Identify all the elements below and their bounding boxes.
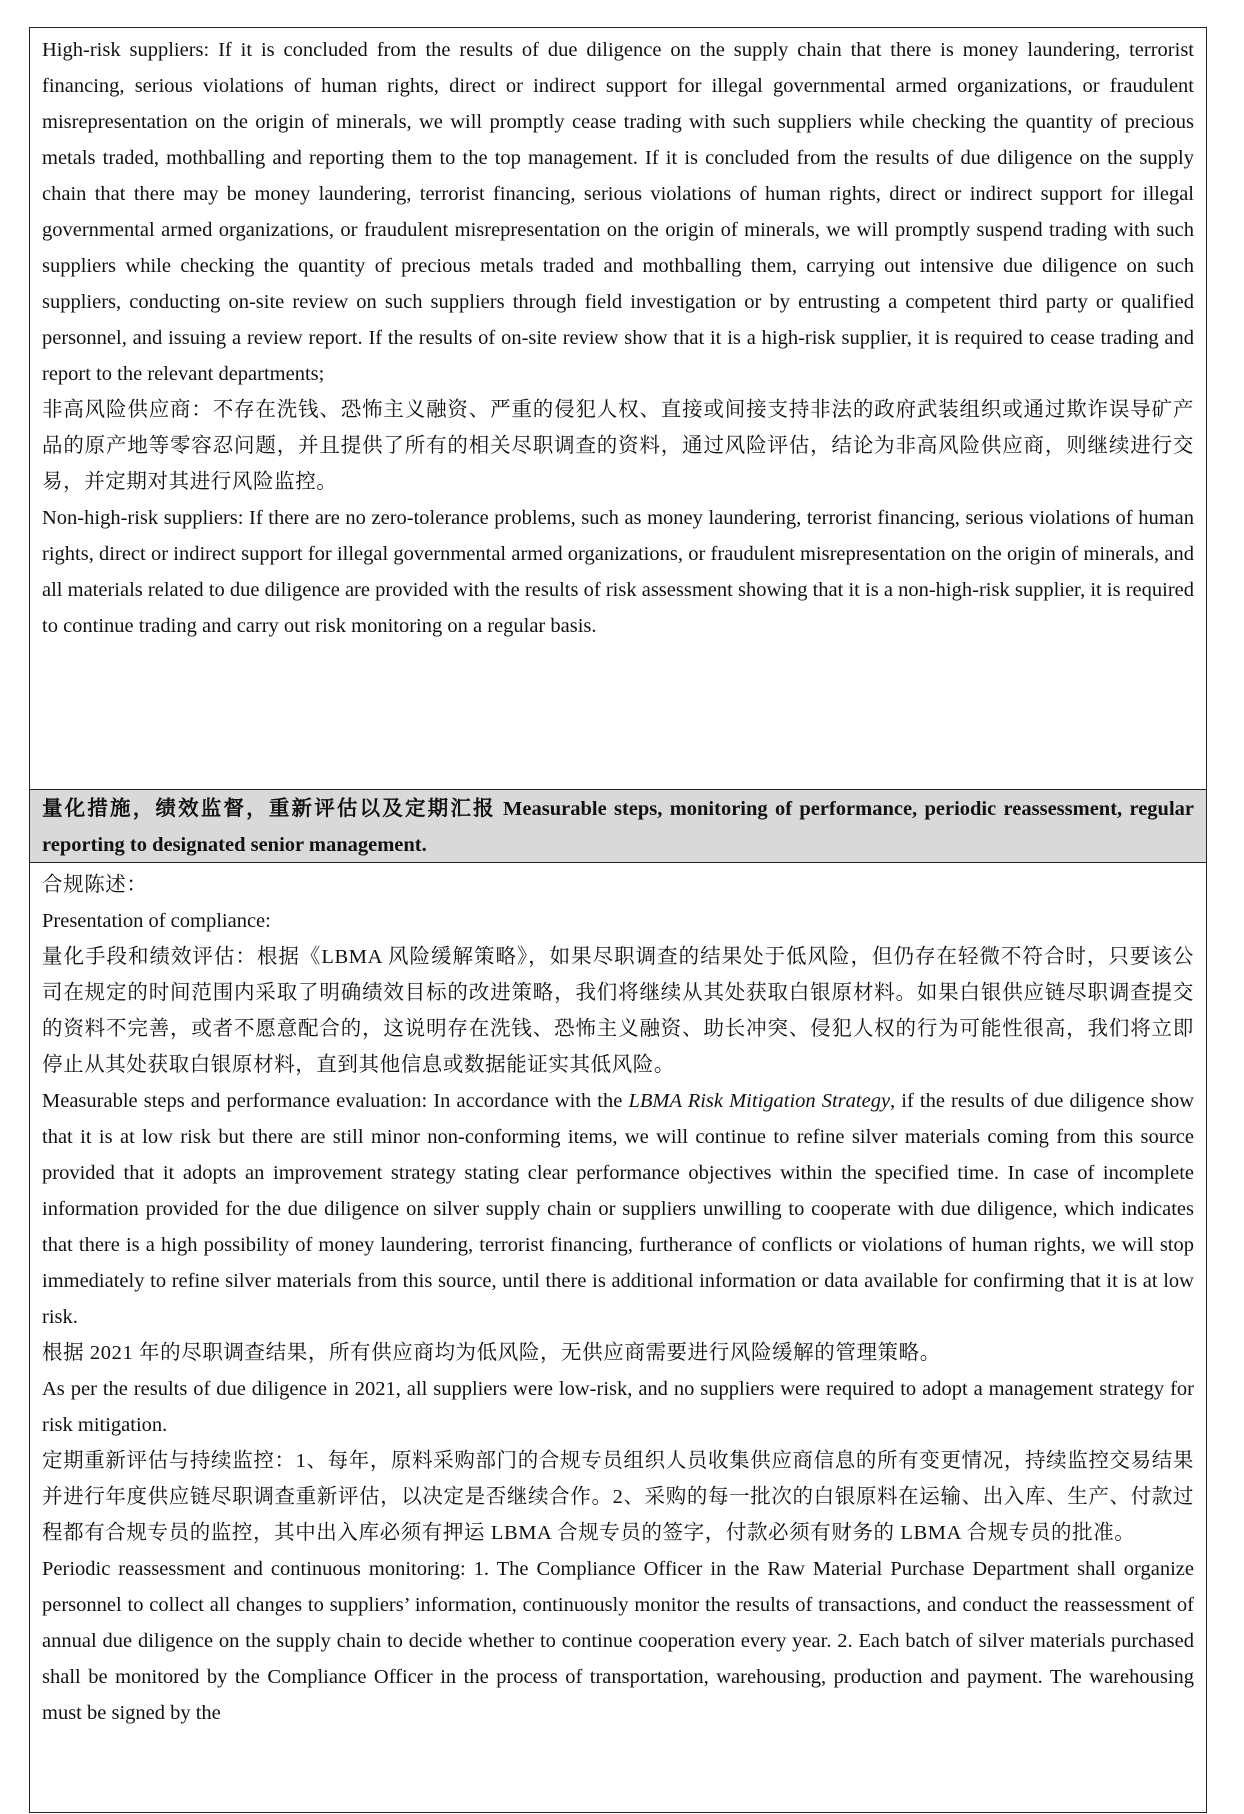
lbma-strategy-title: LBMA Risk Mitigation Strategy — [628, 1090, 891, 1112]
compliance-label-zh: 合规陈述： — [42, 874, 148, 896]
non-high-risk-paragraph-zh: 非高风险供应商：不存在洗钱、恐怖主义融资、严重的侵犯人权、直接或间接支持非法的政府武装组织或通过欺诈误导矿产品的原产地等零容忍问题，并且提供了所有的相关尽职调查的资料，通过风险评估，结论为非高风险供应商，则继续进行交易，并定期对其进行风险监控。 — [42, 399, 1194, 493]
high-risk-paragraph-en: High-risk suppliers: If it is concluded from the results of due diligence on the supply chain that there is money laundering, terrorist financing, serious violations of human rights, direct or indirect support for illegal governmental armed organizations, or fraudulent misrepresentation on the origin of minerals, we will promptly cease trading with such suppliers while checking the quantity of precious metals traded, mothballing and reporting them to the top management. If it is concluded from the results of due diligence on the supply chain that there may be money laundering, terrorist financing, serious violations of human rights, direct or indirect support for illegal governmental armed organizations, or fraudulent misrepresentation on the origin of minerals, we will promptly suspend trading with such suppliers while checking the quantity of precious metals traded and mothballing them, carrying out intensive due diligence on such suppliers, conducting on-site review on such suppliers through field investigation or by entrusting a competent third party or qualified personnel, and issuing a review report. If the results of on-site review show that it is a high-risk supplier, it is required to cease trading and report to the relevant departments; — [42, 39, 1194, 385]
measurable-en-part2: , if the results of due diligence show that it is at low risk but there are still minor non-conforming items, we will continue to refine silver materials coming from this source provided that it adopts an improvement strategy stating clear performance objectives within the specified time. In case of incomplete information provided for the due diligence on silver supply chain or suppliers unwilling to cooperate with due diligence, which indicates that there is a high possibility of money laundering, terrorist financing, furtherance of conflicts or violations of human rights, we will stop immediately to refine silver materials from this source, until there is additional information or data available for confirming that it is at low risk. — [42, 1090, 1194, 1328]
periodic-paragraph-zh: 定期重新评估与持续监控：1、每年，原料采购部门的合规专员组织人员收集供应商信息的所有变更情况，持续监控交易结果并进行年度供应链尽职调查重新评估，以决定是否继续合作。2、采购的每一批次的白银原料在运输、出入库、生产、付款过程都有合规专员的监控，其中出入库必须有押运 LBMA 合规专员的签字，付款必须有财务的 LBMA 合规专员的批准。 — [42, 1450, 1194, 1544]
non-high-risk-paragraph-en: Non-high-risk suppliers: If there are no zero-tolerance problems, such as money laundering, terrorist financing, serious violations of human rights, direct or indirect support for illegal governmental armed organizations, or fraudulent misrepresentation on the origin of minerals, and all materials related to due diligence are provided with the results of risk assessment showing that it is a non-high-risk supplier, it is required to continue trading and carry out risk monitoring on a regular basis. — [42, 507, 1194, 637]
section-header-cell — [29, 789, 1207, 863]
document-page — [29, 27, 1207, 1813]
compliance-label-en: Presentation of compliance: — [42, 910, 271, 932]
measurable-en-part1: Measurable steps and performance evaluation: In accordance with the — [42, 1090, 629, 1112]
result-2021-paragraph-en: As per the results of due diligence in 2021, all suppliers were low-risk, and no suppliers were required to adopt a management strategy for risk mitigation. — [42, 1378, 1194, 1436]
periodic-paragraph-en: Periodic reassessment and continuous monitoring: 1. The Compliance Officer in the Raw Material Purchase Department shall organize personnel to collect all changes to suppliers’ information, continuously monitor the results of transactions, and conduct the reassessment of annual due diligence on the supply chain to decide whether to continue cooperation every year. 2. Each batch of silver materials purchased shall be monitored by the Compliance Officer in the process of transportation, warehousing, production and payment. The warehousing must be signed by the — [42, 1558, 1194, 1724]
compliance-cell — [29, 863, 1207, 1813]
section-header-title: 量化措施，绩效监督，重新评估以及定期汇报 Measurable steps, monitoring of performance, periodic reassessment, regular reporting to designated senior management. — [42, 798, 1194, 856]
measurable-paragraph-zh: 量化手段和绩效评估：根据《LBMA 风险缓解策略》，如果尽职调查的结果处于低风险，但仍存在轻微不符合时，只要该公司在规定的时间范围内采取了明确绩效目标的改进策略，我们将继续从其处获取白银原材料。如果白银供应链尽职调查提交的资料不完善，或者不愿意配合的，这说明存在洗钱、恐怖主义融资、助长冲突、侵犯人权的行为可能性很高，我们将立即停止从其处获取白银原材料，直到其他信息或数据能证实其低风险。 — [42, 946, 1194, 1076]
measurable-paragraph-en — [42, 1083, 1194, 1335]
risk-categories-cell — [29, 27, 1207, 789]
result-2021-paragraph-zh: 根据 2021 年的尽职调查结果，所有供应商均为低风险，无供应商需要进行风险缓解的管理策略。 — [42, 1342, 941, 1364]
